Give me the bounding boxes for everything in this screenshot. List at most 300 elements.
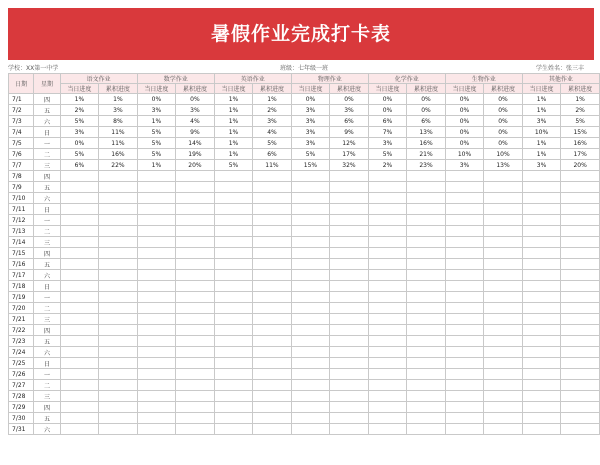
total-progress-cell[interactable] <box>484 171 523 182</box>
total-progress-cell[interactable] <box>253 237 292 248</box>
total-progress-cell[interactable] <box>99 413 138 424</box>
daily-progress-cell[interactable] <box>214 358 253 369</box>
total-progress-cell[interactable]: 16% <box>99 149 138 160</box>
daily-progress-cell[interactable] <box>445 314 484 325</box>
daily-progress-cell[interactable] <box>214 391 253 402</box>
total-progress-cell[interactable]: 9% <box>330 127 369 138</box>
daily-progress-cell[interactable] <box>445 402 484 413</box>
daily-progress-cell[interactable] <box>60 182 99 193</box>
total-progress-cell[interactable] <box>176 303 215 314</box>
total-progress-cell[interactable] <box>484 204 523 215</box>
total-progress-cell[interactable] <box>99 237 138 248</box>
daily-progress-cell[interactable]: 3% <box>60 127 99 138</box>
total-progress-cell[interactable]: 0% <box>484 94 523 105</box>
total-progress-cell[interactable] <box>484 303 523 314</box>
total-progress-cell[interactable] <box>253 292 292 303</box>
total-progress-cell[interactable] <box>484 369 523 380</box>
total-progress-cell[interactable] <box>330 259 369 270</box>
daily-progress-cell[interactable] <box>60 215 99 226</box>
daily-progress-cell[interactable] <box>60 424 99 435</box>
daily-progress-cell[interactable] <box>137 171 176 182</box>
daily-progress-cell[interactable] <box>445 226 484 237</box>
daily-progress-cell[interactable] <box>522 413 561 424</box>
daily-progress-cell[interactable] <box>60 171 99 182</box>
daily-progress-cell[interactable] <box>368 281 407 292</box>
daily-progress-cell[interactable]: 5% <box>60 116 99 127</box>
daily-progress-cell[interactable] <box>214 369 253 380</box>
daily-progress-cell[interactable]: 5% <box>214 160 253 171</box>
total-progress-cell[interactable] <box>407 347 446 358</box>
daily-progress-cell[interactable] <box>368 391 407 402</box>
total-progress-cell[interactable] <box>176 259 215 270</box>
total-progress-cell[interactable] <box>176 424 215 435</box>
daily-progress-cell[interactable] <box>137 237 176 248</box>
daily-progress-cell[interactable] <box>291 270 330 281</box>
daily-progress-cell[interactable] <box>522 193 561 204</box>
daily-progress-cell[interactable] <box>445 358 484 369</box>
daily-progress-cell[interactable] <box>137 402 176 413</box>
total-progress-cell[interactable] <box>176 204 215 215</box>
total-progress-cell[interactable] <box>561 204 600 215</box>
total-progress-cell[interactable] <box>99 248 138 259</box>
daily-progress-cell[interactable] <box>60 226 99 237</box>
daily-progress-cell[interactable] <box>522 391 561 402</box>
daily-progress-cell[interactable] <box>137 259 176 270</box>
daily-progress-cell[interactable] <box>522 325 561 336</box>
total-progress-cell[interactable] <box>561 369 600 380</box>
total-progress-cell[interactable] <box>253 204 292 215</box>
total-progress-cell[interactable] <box>407 215 446 226</box>
total-progress-cell[interactable] <box>99 204 138 215</box>
total-progress-cell[interactable] <box>253 270 292 281</box>
daily-progress-cell[interactable] <box>522 347 561 358</box>
total-progress-cell[interactable] <box>99 358 138 369</box>
total-progress-cell[interactable] <box>561 226 600 237</box>
total-progress-cell[interactable] <box>253 358 292 369</box>
total-progress-cell[interactable]: 9% <box>176 127 215 138</box>
total-progress-cell[interactable]: 14% <box>176 138 215 149</box>
total-progress-cell[interactable]: 19% <box>176 149 215 160</box>
daily-progress-cell[interactable] <box>137 292 176 303</box>
total-progress-cell[interactable] <box>330 270 369 281</box>
daily-progress-cell[interactable] <box>368 270 407 281</box>
total-progress-cell[interactable]: 0% <box>484 116 523 127</box>
total-progress-cell[interactable] <box>484 358 523 369</box>
total-progress-cell[interactable] <box>330 237 369 248</box>
daily-progress-cell[interactable] <box>368 204 407 215</box>
daily-progress-cell[interactable] <box>137 182 176 193</box>
total-progress-cell[interactable] <box>253 193 292 204</box>
total-progress-cell[interactable] <box>484 215 523 226</box>
daily-progress-cell[interactable] <box>137 215 176 226</box>
daily-progress-cell[interactable] <box>445 369 484 380</box>
daily-progress-cell[interactable]: 3% <box>445 160 484 171</box>
daily-progress-cell[interactable] <box>214 259 253 270</box>
daily-progress-cell[interactable] <box>368 314 407 325</box>
total-progress-cell[interactable] <box>330 369 369 380</box>
daily-progress-cell[interactable] <box>368 369 407 380</box>
daily-progress-cell[interactable] <box>291 226 330 237</box>
daily-progress-cell[interactable] <box>368 248 407 259</box>
total-progress-cell[interactable] <box>253 380 292 391</box>
total-progress-cell[interactable] <box>561 270 600 281</box>
total-progress-cell[interactable] <box>407 182 446 193</box>
total-progress-cell[interactable] <box>407 270 446 281</box>
total-progress-cell[interactable] <box>484 270 523 281</box>
daily-progress-cell[interactable] <box>445 424 484 435</box>
daily-progress-cell[interactable] <box>522 402 561 413</box>
daily-progress-cell[interactable] <box>368 402 407 413</box>
total-progress-cell[interactable]: 16% <box>561 138 600 149</box>
daily-progress-cell[interactable]: 1% <box>522 149 561 160</box>
total-progress-cell[interactable]: 6% <box>407 116 446 127</box>
daily-progress-cell[interactable]: 1% <box>214 105 253 116</box>
total-progress-cell[interactable]: 3% <box>176 105 215 116</box>
total-progress-cell[interactable] <box>253 215 292 226</box>
daily-progress-cell[interactable]: 0% <box>60 138 99 149</box>
daily-progress-cell[interactable]: 0% <box>368 105 407 116</box>
total-progress-cell[interactable] <box>561 237 600 248</box>
daily-progress-cell[interactable]: 0% <box>445 105 484 116</box>
total-progress-cell[interactable] <box>484 248 523 259</box>
daily-progress-cell[interactable] <box>522 226 561 237</box>
daily-progress-cell[interactable] <box>445 193 484 204</box>
daily-progress-cell[interactable] <box>368 215 407 226</box>
total-progress-cell[interactable]: 23% <box>407 160 446 171</box>
daily-progress-cell[interactable]: 2% <box>60 105 99 116</box>
total-progress-cell[interactable] <box>561 336 600 347</box>
total-progress-cell[interactable] <box>561 193 600 204</box>
total-progress-cell[interactable]: 15% <box>561 127 600 138</box>
total-progress-cell[interactable]: 0% <box>484 127 523 138</box>
total-progress-cell[interactable] <box>407 303 446 314</box>
total-progress-cell[interactable]: 22% <box>99 160 138 171</box>
daily-progress-cell[interactable] <box>214 182 253 193</box>
daily-progress-cell[interactable] <box>368 259 407 270</box>
total-progress-cell[interactable] <box>99 226 138 237</box>
daily-progress-cell[interactable] <box>60 347 99 358</box>
total-progress-cell[interactable] <box>407 237 446 248</box>
daily-progress-cell[interactable]: 5% <box>368 149 407 160</box>
total-progress-cell[interactable] <box>407 391 446 402</box>
total-progress-cell[interactable] <box>99 259 138 270</box>
total-progress-cell[interactable] <box>253 413 292 424</box>
total-progress-cell[interactable] <box>253 325 292 336</box>
daily-progress-cell[interactable]: 10% <box>522 127 561 138</box>
daily-progress-cell[interactable]: 1% <box>522 138 561 149</box>
daily-progress-cell[interactable] <box>137 270 176 281</box>
total-progress-cell[interactable] <box>561 347 600 358</box>
total-progress-cell[interactable] <box>330 281 369 292</box>
daily-progress-cell[interactable] <box>368 358 407 369</box>
daily-progress-cell[interactable] <box>137 424 176 435</box>
daily-progress-cell[interactable]: 1% <box>137 160 176 171</box>
daily-progress-cell[interactable]: 1% <box>214 94 253 105</box>
daily-progress-cell[interactable] <box>368 292 407 303</box>
total-progress-cell[interactable] <box>561 358 600 369</box>
total-progress-cell[interactable] <box>407 193 446 204</box>
daily-progress-cell[interactable] <box>368 424 407 435</box>
total-progress-cell[interactable] <box>330 182 369 193</box>
daily-progress-cell[interactable] <box>214 281 253 292</box>
daily-progress-cell[interactable] <box>522 215 561 226</box>
daily-progress-cell[interactable] <box>214 226 253 237</box>
total-progress-cell[interactable] <box>176 402 215 413</box>
daily-progress-cell[interactable] <box>137 347 176 358</box>
daily-progress-cell[interactable]: 15% <box>291 160 330 171</box>
total-progress-cell[interactable] <box>561 248 600 259</box>
total-progress-cell[interactable] <box>330 215 369 226</box>
total-progress-cell[interactable] <box>561 380 600 391</box>
daily-progress-cell[interactable] <box>291 369 330 380</box>
daily-progress-cell[interactable] <box>291 281 330 292</box>
total-progress-cell[interactable] <box>407 369 446 380</box>
daily-progress-cell[interactable] <box>60 248 99 259</box>
total-progress-cell[interactable] <box>407 358 446 369</box>
daily-progress-cell[interactable] <box>214 347 253 358</box>
daily-progress-cell[interactable] <box>137 248 176 259</box>
total-progress-cell[interactable] <box>330 292 369 303</box>
daily-progress-cell[interactable] <box>522 303 561 314</box>
total-progress-cell[interactable] <box>176 358 215 369</box>
total-progress-cell[interactable] <box>561 413 600 424</box>
daily-progress-cell[interactable] <box>445 204 484 215</box>
total-progress-cell[interactable] <box>330 347 369 358</box>
daily-progress-cell[interactable] <box>214 303 253 314</box>
total-progress-cell[interactable] <box>176 380 215 391</box>
daily-progress-cell[interactable]: 1% <box>60 94 99 105</box>
total-progress-cell[interactable]: 17% <box>330 149 369 160</box>
daily-progress-cell[interactable] <box>137 325 176 336</box>
total-progress-cell[interactable] <box>330 402 369 413</box>
total-progress-cell[interactable] <box>176 314 215 325</box>
daily-progress-cell[interactable]: 0% <box>445 94 484 105</box>
total-progress-cell[interactable] <box>253 424 292 435</box>
total-progress-cell[interactable] <box>176 171 215 182</box>
daily-progress-cell[interactable] <box>368 413 407 424</box>
daily-progress-cell[interactable] <box>291 303 330 314</box>
daily-progress-cell[interactable] <box>445 391 484 402</box>
daily-progress-cell[interactable]: 3% <box>522 160 561 171</box>
total-progress-cell[interactable] <box>253 336 292 347</box>
total-progress-cell[interactable] <box>253 303 292 314</box>
daily-progress-cell[interactable] <box>445 215 484 226</box>
total-progress-cell[interactable]: 11% <box>99 138 138 149</box>
total-progress-cell[interactable] <box>330 413 369 424</box>
daily-progress-cell[interactable] <box>368 303 407 314</box>
daily-progress-cell[interactable] <box>522 314 561 325</box>
daily-progress-cell[interactable] <box>368 336 407 347</box>
total-progress-cell[interactable] <box>484 380 523 391</box>
daily-progress-cell[interactable]: 6% <box>60 160 99 171</box>
total-progress-cell[interactable] <box>330 358 369 369</box>
total-progress-cell[interactable]: 11% <box>99 127 138 138</box>
daily-progress-cell[interactable]: 0% <box>137 94 176 105</box>
total-progress-cell[interactable] <box>407 314 446 325</box>
daily-progress-cell[interactable] <box>214 314 253 325</box>
total-progress-cell[interactable] <box>253 281 292 292</box>
total-progress-cell[interactable] <box>561 215 600 226</box>
daily-progress-cell[interactable] <box>291 171 330 182</box>
daily-progress-cell[interactable] <box>60 402 99 413</box>
total-progress-cell[interactable] <box>99 380 138 391</box>
total-progress-cell[interactable] <box>484 347 523 358</box>
total-progress-cell[interactable] <box>176 336 215 347</box>
daily-progress-cell[interactable] <box>522 358 561 369</box>
total-progress-cell[interactable] <box>176 193 215 204</box>
daily-progress-cell[interactable] <box>291 402 330 413</box>
total-progress-cell[interactable] <box>561 182 600 193</box>
daily-progress-cell[interactable]: 3% <box>291 116 330 127</box>
total-progress-cell[interactable] <box>253 314 292 325</box>
total-progress-cell[interactable] <box>561 303 600 314</box>
total-progress-cell[interactable] <box>330 193 369 204</box>
total-progress-cell[interactable] <box>99 270 138 281</box>
total-progress-cell[interactable] <box>253 248 292 259</box>
daily-progress-cell[interactable]: 3% <box>368 138 407 149</box>
total-progress-cell[interactable]: 3% <box>253 116 292 127</box>
daily-progress-cell[interactable]: 3% <box>291 127 330 138</box>
total-progress-cell[interactable] <box>484 237 523 248</box>
total-progress-cell[interactable] <box>407 413 446 424</box>
daily-progress-cell[interactable] <box>137 303 176 314</box>
daily-progress-cell[interactable] <box>445 281 484 292</box>
daily-progress-cell[interactable] <box>522 248 561 259</box>
daily-progress-cell[interactable]: 0% <box>445 138 484 149</box>
daily-progress-cell[interactable] <box>60 292 99 303</box>
daily-progress-cell[interactable] <box>291 248 330 259</box>
total-progress-cell[interactable] <box>484 413 523 424</box>
total-progress-cell[interactable] <box>561 402 600 413</box>
total-progress-cell[interactable] <box>176 281 215 292</box>
daily-progress-cell[interactable] <box>291 413 330 424</box>
total-progress-cell[interactable] <box>484 182 523 193</box>
total-progress-cell[interactable]: 3% <box>99 105 138 116</box>
daily-progress-cell[interactable]: 5% <box>137 138 176 149</box>
total-progress-cell[interactable] <box>330 336 369 347</box>
daily-progress-cell[interactable] <box>445 303 484 314</box>
total-progress-cell[interactable]: 17% <box>561 149 600 160</box>
total-progress-cell[interactable] <box>484 259 523 270</box>
total-progress-cell[interactable] <box>407 336 446 347</box>
daily-progress-cell[interactable] <box>60 314 99 325</box>
daily-progress-cell[interactable]: 0% <box>445 116 484 127</box>
daily-progress-cell[interactable] <box>214 270 253 281</box>
total-progress-cell[interactable] <box>330 204 369 215</box>
total-progress-cell[interactable]: 10% <box>484 149 523 160</box>
total-progress-cell[interactable] <box>176 292 215 303</box>
total-progress-cell[interactable] <box>176 237 215 248</box>
daily-progress-cell[interactable] <box>291 182 330 193</box>
daily-progress-cell[interactable]: 7% <box>368 127 407 138</box>
total-progress-cell[interactable] <box>330 424 369 435</box>
daily-progress-cell[interactable] <box>522 424 561 435</box>
daily-progress-cell[interactable] <box>522 171 561 182</box>
total-progress-cell[interactable] <box>330 248 369 259</box>
daily-progress-cell[interactable] <box>291 292 330 303</box>
daily-progress-cell[interactable] <box>60 237 99 248</box>
daily-progress-cell[interactable]: 2% <box>368 160 407 171</box>
total-progress-cell[interactable]: 2% <box>253 105 292 116</box>
daily-progress-cell[interactable] <box>291 336 330 347</box>
daily-progress-cell[interactable] <box>214 380 253 391</box>
daily-progress-cell[interactable] <box>445 248 484 259</box>
total-progress-cell[interactable] <box>176 325 215 336</box>
total-progress-cell[interactable]: 0% <box>330 94 369 105</box>
total-progress-cell[interactable] <box>176 391 215 402</box>
daily-progress-cell[interactable] <box>445 380 484 391</box>
total-progress-cell[interactable] <box>99 193 138 204</box>
total-progress-cell[interactable] <box>330 226 369 237</box>
daily-progress-cell[interactable]: 5% <box>291 149 330 160</box>
total-progress-cell[interactable] <box>176 369 215 380</box>
daily-progress-cell[interactable] <box>368 380 407 391</box>
total-progress-cell[interactable]: 5% <box>561 116 600 127</box>
total-progress-cell[interactable]: 16% <box>407 138 446 149</box>
total-progress-cell[interactable] <box>176 215 215 226</box>
total-progress-cell[interactable] <box>253 171 292 182</box>
daily-progress-cell[interactable]: 1% <box>214 149 253 160</box>
daily-progress-cell[interactable] <box>214 248 253 259</box>
daily-progress-cell[interactable] <box>214 325 253 336</box>
total-progress-cell[interactable] <box>253 347 292 358</box>
daily-progress-cell[interactable] <box>368 226 407 237</box>
daily-progress-cell[interactable] <box>60 259 99 270</box>
total-progress-cell[interactable] <box>253 226 292 237</box>
daily-progress-cell[interactable] <box>445 336 484 347</box>
total-progress-cell[interactable] <box>407 292 446 303</box>
total-progress-cell[interactable] <box>99 391 138 402</box>
daily-progress-cell[interactable]: 0% <box>291 94 330 105</box>
total-progress-cell[interactable] <box>176 347 215 358</box>
daily-progress-cell[interactable] <box>60 204 99 215</box>
daily-progress-cell[interactable]: 3% <box>291 138 330 149</box>
daily-progress-cell[interactable]: 3% <box>137 105 176 116</box>
daily-progress-cell[interactable] <box>137 281 176 292</box>
daily-progress-cell[interactable] <box>60 413 99 424</box>
total-progress-cell[interactable] <box>99 215 138 226</box>
total-progress-cell[interactable] <box>99 292 138 303</box>
daily-progress-cell[interactable] <box>445 413 484 424</box>
daily-progress-cell[interactable] <box>214 193 253 204</box>
daily-progress-cell[interactable]: 1% <box>214 127 253 138</box>
daily-progress-cell[interactable] <box>214 336 253 347</box>
total-progress-cell[interactable] <box>407 380 446 391</box>
daily-progress-cell[interactable] <box>214 424 253 435</box>
total-progress-cell[interactable]: 1% <box>561 94 600 105</box>
daily-progress-cell[interactable] <box>291 193 330 204</box>
total-progress-cell[interactable]: 2% <box>561 105 600 116</box>
daily-progress-cell[interactable] <box>445 171 484 182</box>
daily-progress-cell[interactable] <box>522 237 561 248</box>
daily-progress-cell[interactable]: 1% <box>522 105 561 116</box>
total-progress-cell[interactable]: 13% <box>484 160 523 171</box>
total-progress-cell[interactable] <box>253 369 292 380</box>
daily-progress-cell[interactable] <box>445 182 484 193</box>
total-progress-cell[interactable] <box>484 391 523 402</box>
total-progress-cell[interactable]: 20% <box>176 160 215 171</box>
daily-progress-cell[interactable]: 5% <box>137 149 176 160</box>
total-progress-cell[interactable] <box>484 424 523 435</box>
daily-progress-cell[interactable] <box>445 259 484 270</box>
total-progress-cell[interactable] <box>484 226 523 237</box>
total-progress-cell[interactable] <box>407 281 446 292</box>
total-progress-cell[interactable] <box>99 369 138 380</box>
total-progress-cell[interactable] <box>561 281 600 292</box>
total-progress-cell[interactable] <box>407 402 446 413</box>
daily-progress-cell[interactable] <box>368 193 407 204</box>
total-progress-cell[interactable]: 1% <box>99 94 138 105</box>
